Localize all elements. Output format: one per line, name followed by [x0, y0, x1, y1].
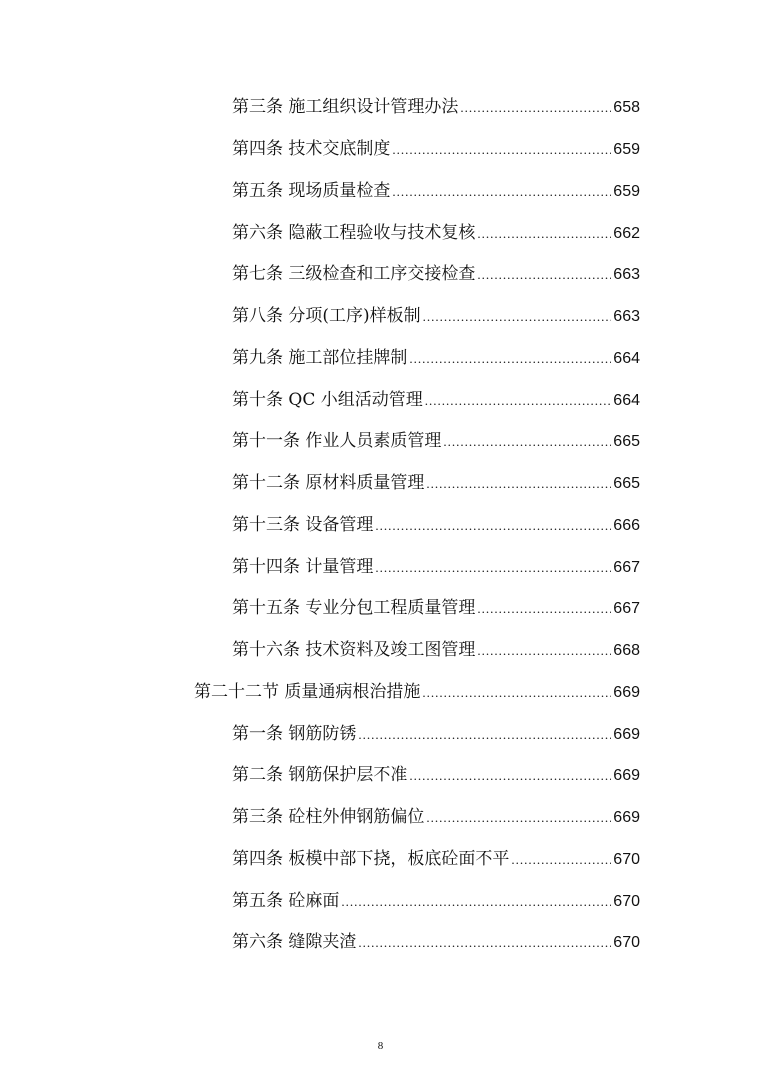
toc-entry-title: 第三条 施工组织设计管理办法	[232, 97, 459, 117]
dot-leader	[477, 636, 611, 666]
toc-entry-page: 669	[613, 767, 640, 784]
toc-entry-page: 669	[613, 684, 640, 701]
dot-leader	[477, 219, 611, 249]
toc-entry-title: 第六条 隐蔽工程验收与技术复核	[232, 223, 476, 243]
dot-leader	[426, 803, 611, 833]
toc-entry-title: 第十四条 计量管理	[232, 557, 374, 577]
toc-entry-title: 第五条 砼麻面	[232, 891, 340, 911]
toc-entry-title: 第八条 分项(工序)样板制	[232, 306, 421, 326]
toc-entry-title: 第十三条 设备管理	[232, 515, 374, 535]
toc-entry-title: 第四条 技术交底制度	[232, 139, 391, 159]
toc-entry[interactable]	[232, 886, 640, 916]
dot-leader	[409, 344, 611, 374]
dot-leader	[375, 511, 611, 541]
toc-entry-page: 663	[613, 266, 640, 283]
toc-entry-page: 664	[613, 392, 640, 409]
toc-entry-page: 665	[613, 433, 640, 450]
toc-entry[interactable]	[232, 802, 640, 832]
toc-entry-title: 第十六条 技术资料及竣工图管理	[232, 640, 476, 660]
dot-leader	[477, 260, 611, 290]
toc-entry[interactable]	[232, 301, 640, 331]
toc-entry[interactable]	[232, 259, 640, 289]
toc-entry-title: 第一条 钢筋防锈	[232, 724, 357, 744]
toc-entry-page: 669	[613, 809, 640, 826]
toc-entry-title: 第九条 施工部位挂牌制	[232, 348, 408, 368]
toc-entry[interactable]	[232, 760, 640, 790]
dot-leader	[392, 135, 611, 165]
dot-leader	[375, 553, 611, 583]
dot-leader	[341, 887, 611, 917]
toc-entry-page: 666	[613, 517, 640, 534]
toc-entry-page: 658	[613, 99, 640, 116]
toc-entry-title: 第四条 板模中部下挠，板底砼面不平	[232, 849, 510, 869]
toc-entry-page: 664	[613, 350, 640, 367]
dot-leader	[426, 469, 611, 499]
dot-leader	[460, 93, 611, 123]
toc-entry[interactable]	[232, 176, 640, 206]
toc-entry-page: 667	[613, 600, 640, 617]
toc-entry-title: 第五条 现场质量检查	[232, 181, 391, 201]
toc-entry-page: 667	[613, 559, 640, 576]
toc-entry-title: 第十一条 作业人员素质管理	[232, 431, 442, 451]
toc-entry-page: 670	[613, 934, 640, 951]
toc-entry-page: 659	[613, 183, 640, 200]
dot-leader	[423, 302, 612, 332]
toc-entry-title: 第三条 砼柱外伸钢筋偏位	[232, 807, 425, 827]
dot-leader	[422, 678, 611, 708]
dot-leader	[443, 427, 611, 457]
toc-entry[interactable]	[232, 343, 640, 373]
dot-leader	[511, 845, 611, 875]
toc-entry[interactable]	[232, 552, 640, 582]
dot-leader	[425, 386, 612, 416]
toc-entry[interactable]	[232, 92, 640, 122]
toc-entry-page: 662	[613, 225, 640, 242]
toc-entry-title: 第二十二节 质量通病根治措施	[194, 682, 421, 702]
dot-leader	[409, 761, 611, 791]
dot-leader	[392, 177, 611, 207]
toc-entry[interactable]	[232, 510, 640, 540]
toc-entry[interactable]	[232, 218, 640, 248]
toc-entry-page: 670	[613, 893, 640, 910]
toc-entry-page: 665	[613, 475, 640, 492]
toc-entry-page: 670	[613, 851, 640, 868]
toc-entry-title: 第七条 三级检查和工序交接检查	[232, 264, 476, 284]
toc-entry-title: 第六条 缝隙夹渣	[232, 932, 357, 952]
toc-entry[interactable]	[232, 593, 640, 623]
toc-entry[interactable]	[232, 635, 640, 665]
toc-entry-title: 第十五条 专业分包工程质量管理	[232, 598, 476, 618]
toc-entry-title: 第十二条 原材料质量管理	[232, 473, 425, 493]
toc-entry[interactable]	[232, 134, 640, 164]
toc-entry-page: 659	[613, 141, 640, 158]
page-number: 8	[377, 1040, 384, 1052]
toc-entry-page: 668	[613, 642, 640, 659]
dot-leader	[358, 720, 611, 750]
dot-leader	[358, 928, 611, 958]
toc-entry[interactable]	[232, 927, 640, 957]
toc-entry-title: 第二条 钢筋保护层不准	[232, 765, 408, 785]
toc-entry-page: 669	[613, 726, 640, 743]
toc-entry[interactable]	[232, 468, 640, 498]
toc-entry[interactable]	[232, 719, 640, 749]
toc-entry-page: 663	[613, 308, 640, 325]
dot-leader	[477, 594, 611, 624]
toc-entry-title: 第十条 QC 小组活动管理	[232, 390, 423, 410]
toc-entry[interactable]	[232, 385, 640, 415]
toc-entry[interactable]	[232, 426, 640, 456]
toc-section-entry[interactable]	[194, 677, 640, 707]
toc-entry[interactable]	[232, 844, 640, 874]
